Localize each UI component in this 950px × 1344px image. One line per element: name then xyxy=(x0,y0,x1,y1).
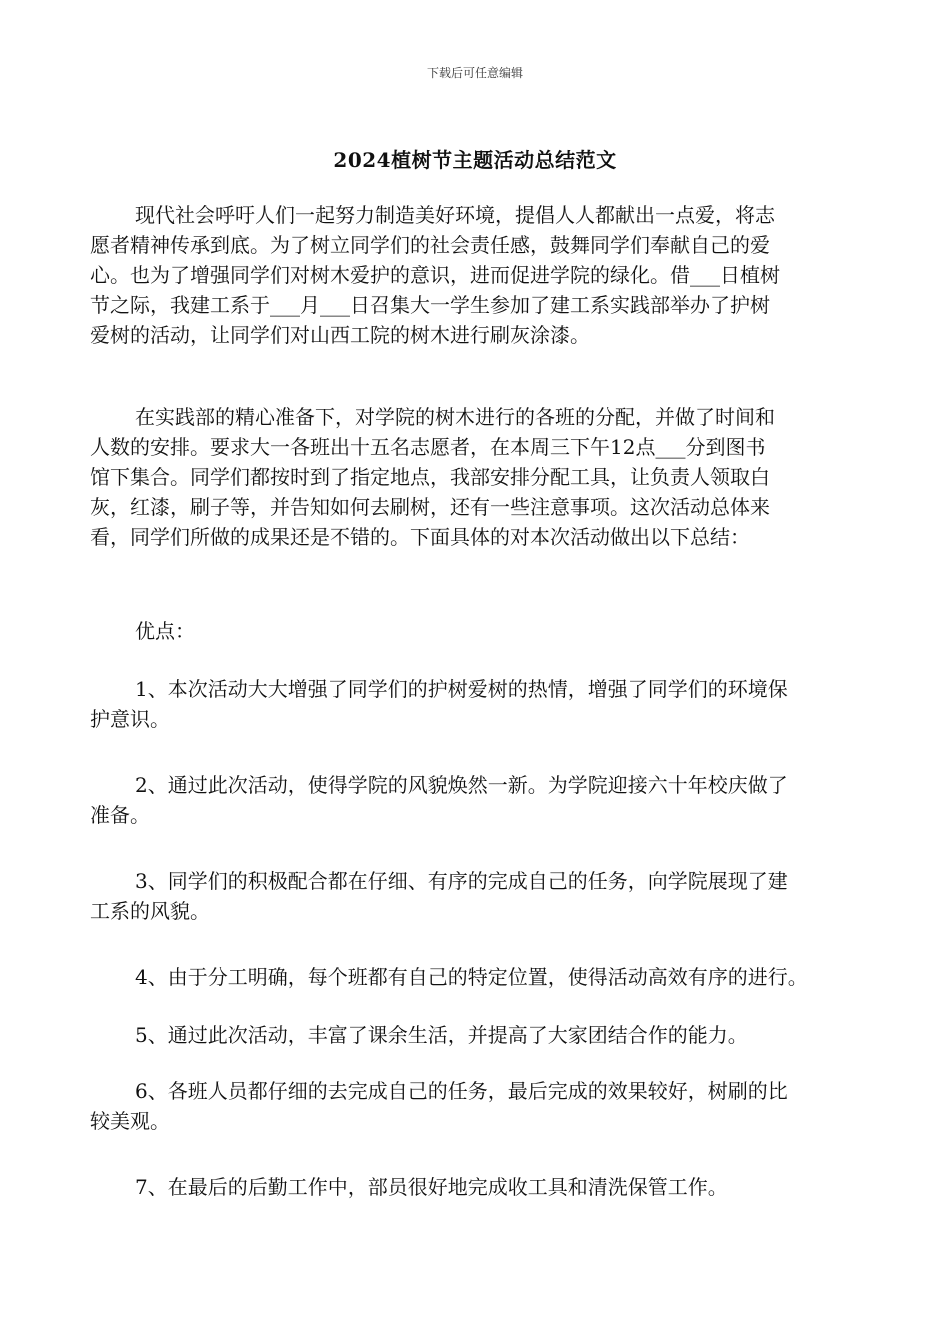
paragraph-line: 较美观。 xyxy=(90,1109,170,1133)
paragraph-line: 3、同学们的积极配合都在仔细、有序的完成自己的任务，向学院展现了建 xyxy=(135,869,788,893)
point-5 xyxy=(90,1020,880,1050)
page-header: 下载后可任意编辑 xyxy=(426,66,523,80)
document-body xyxy=(90,200,880,350)
paragraph-line: 准备。 xyxy=(90,803,150,827)
point-7 xyxy=(90,1172,880,1202)
document-title: 2024植树节主题活动总结范文 xyxy=(333,148,617,172)
point-1 xyxy=(90,674,880,734)
paragraph-line: 馆下集合。同学们都按时到了指定地点，我部安排分配工具，让负责人领取白 xyxy=(90,465,770,489)
paragraph-line: 4、由于分工明确，每个班都有自己的特定位置，使得活动高效有序的进行。 xyxy=(135,965,808,989)
point-3 xyxy=(90,866,880,926)
point-4 xyxy=(90,962,880,992)
point-6 xyxy=(90,1076,880,1136)
point-2 xyxy=(90,770,880,830)
paragraph xyxy=(90,200,880,350)
paragraph-line: 护意识。 xyxy=(90,707,170,731)
paragraph-line: 工系的风貌。 xyxy=(90,899,210,923)
paragraph-line: 爱树的活动，让同学们对山西工院的树木进行刷灰涂漆。 xyxy=(90,323,590,347)
paragraph-line: 看，同学们所做的成果还是不错的。下面具体的对本次活动做出以下总结： xyxy=(90,525,750,549)
paragraph-line: 心。也为了增强同学们对树木爱护的意识，进而促进学院的绿化。借___日植树 xyxy=(90,263,780,287)
paragraph-line: 1、本次活动大大增强了同学们的护树爱树的热情，增强了同学们的环境保 xyxy=(135,677,788,701)
document-body-2 xyxy=(90,402,880,552)
paragraph-line: 2、通过此次活动，使得学院的风貌焕然一新。为学院迎接六十年校庆做了 xyxy=(135,773,788,797)
advantages-label-block xyxy=(90,616,880,646)
paragraph-line: 人数的安排。要求大一各班出十五名志愿者，在本周三下午12点___分到图书 xyxy=(90,435,766,459)
paragraph-line: 6、各班人员都仔细的去完成自己的任务，最后完成的效果较好，树刷的比 xyxy=(135,1079,788,1103)
paragraph-line: 在实践部的精心准备下，对学院的树木进行的各班的分配，并做了时间和 xyxy=(135,405,775,429)
paragraph xyxy=(90,402,880,552)
paragraph-line: 灰，红漆，刷子等，并告知如何去刷树，还有一些注意事项。这次活动总体来 xyxy=(90,495,770,519)
paragraph-line: 5、通过此次活动，丰富了课余生活，并提高了大家团结合作的能力。 xyxy=(135,1023,748,1047)
advantages-label: 优点： xyxy=(135,619,195,643)
paragraph-line: 现代社会呼吁人们一起努力制造美好环境，提倡人人都献出一点爱，将志 xyxy=(135,203,775,227)
paragraph-line: 节之际，我建工系于___月___日召集大一学生参加了建工系实践部举办了护树 xyxy=(90,293,770,317)
paragraph-line: 7、在最后的后勤工作中，部员很好地完成收工具和清洗保管工作。 xyxy=(135,1175,728,1199)
paragraph-line: 愿者精神传承到底。为了树立同学们的社会责任感，鼓舞同学们奉献自己的爱 xyxy=(90,233,770,257)
